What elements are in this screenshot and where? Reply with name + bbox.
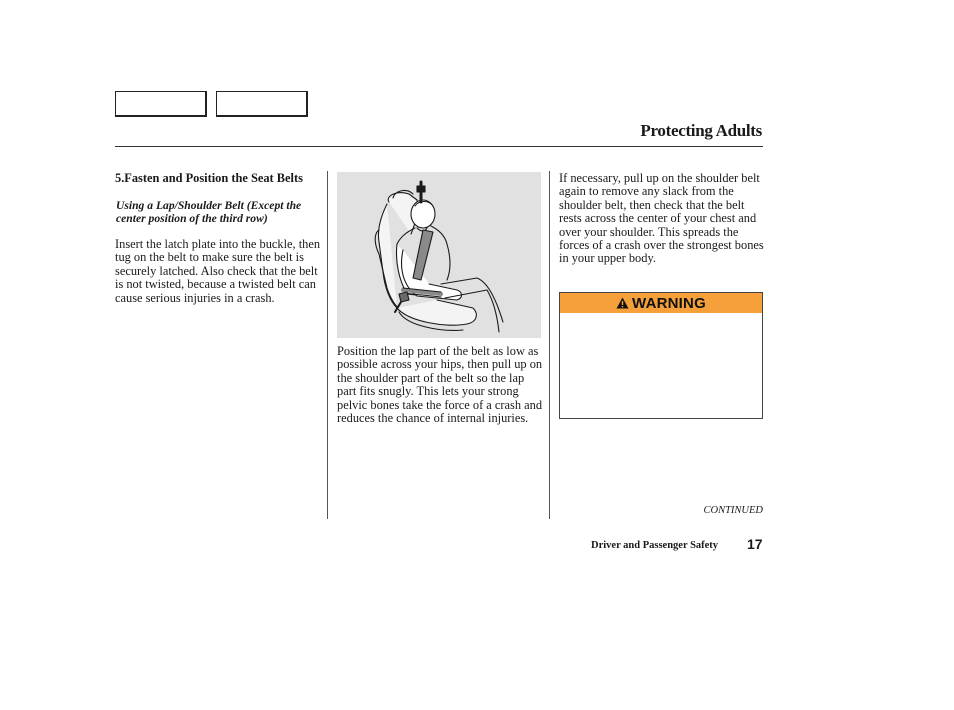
seat-belt-illustration xyxy=(337,172,541,338)
step-heading: 5.Fasten and Position the Seat Belts xyxy=(115,171,303,185)
step-body-text: Insert the latch plate into the buckle, then tug on the belt to make sure the belt is securely latched. Also check that the belt is not twisted, because a twisted belt can cause serious injuries in a crash. xyxy=(115,237,321,305)
footer-section-title: Driver and Passenger Safety xyxy=(591,540,719,551)
page-title: Protecting Adults xyxy=(640,121,762,140)
warning-header xyxy=(560,293,762,313)
column-divider-2 xyxy=(549,171,550,519)
warning-box xyxy=(559,292,763,419)
page-number: 17 xyxy=(747,536,763,552)
lap-belt-position-text: Position the lap part of the belt as low as possible across your hips, then pull up on the shoulder part of the belt so the lap part fits snugly. This lets your strong pelvic bones take the force of a crash and reduces the chance of internal injuries. xyxy=(337,344,543,426)
warning-label: WARNING xyxy=(632,294,706,312)
nav-button-main-menu[interactable] xyxy=(115,91,207,117)
column-divider-1 xyxy=(327,171,328,519)
shoulder-belt-text: If necessary, pull up on the shoulder belt again to remove any slack from the shoulder belt, then check that the belt rests across the center of your chest and over your shoulder. This spreads the forces of a crash over the strongest bones in your upper body. xyxy=(559,171,764,266)
continued-label: CONTINUED xyxy=(703,505,763,516)
warning-triangle-icon xyxy=(616,297,629,309)
nav-button-index[interactable] xyxy=(216,91,308,117)
title-divider xyxy=(115,146,763,147)
step-subheading: Using a Lap/Shoulder Belt (Except the center position of the third row) xyxy=(116,199,302,226)
